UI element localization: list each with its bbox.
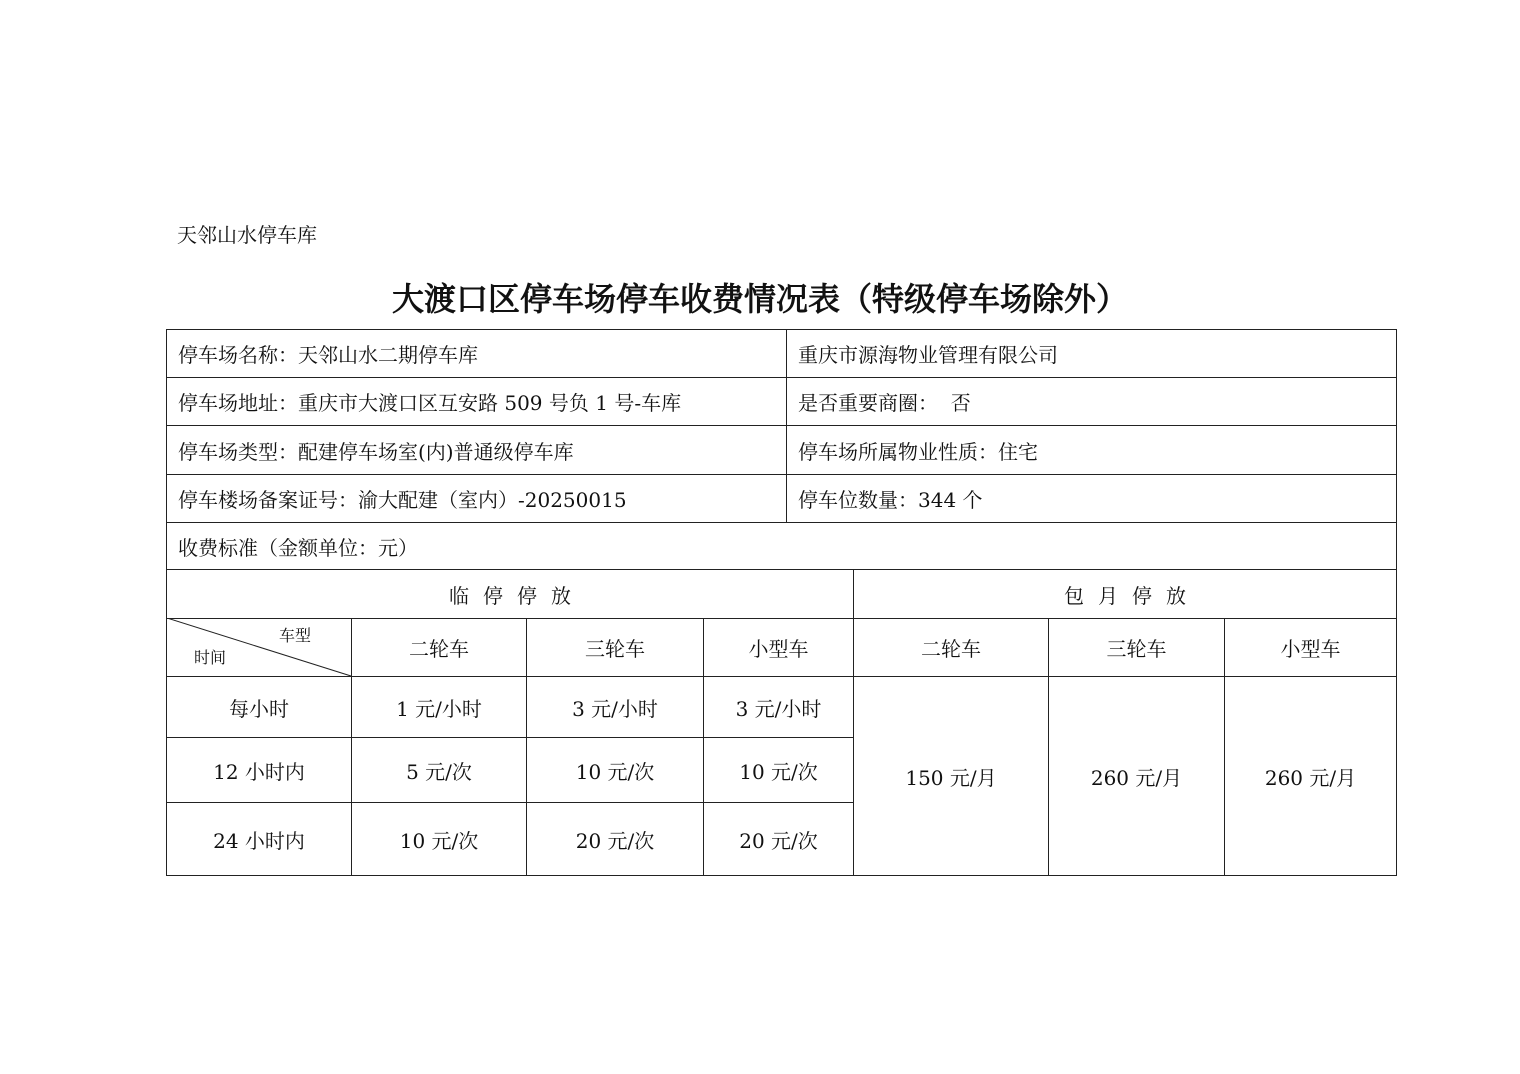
- row-hourly-two-wheel: 1 元/小时: [396, 696, 482, 721]
- row-12h-small-car: 10 元/次: [739, 759, 818, 784]
- info-business-district: 是否重要商圈： 否: [798, 391, 971, 415]
- section-monthly-parking: 包月停放: [1064, 583, 1200, 608]
- row-24h-small-car: 20 元/次: [739, 828, 818, 853]
- header-temporary-small-car: 小型车: [748, 637, 809, 661]
- section-temporary-parking: 临停停放: [449, 583, 585, 608]
- header-note: 天邻山水停车库: [177, 223, 317, 247]
- info-parking-name: 停车场名称：天邻山水二期停车库: [178, 343, 478, 367]
- row-24h-three-wheel: 20 元/次: [575, 828, 655, 853]
- fee-standard-label: 收费标准（金额单位：元）: [178, 535, 418, 560]
- info-record-number: 停车楼场备案证号：渝大配建（室内）-20250015: [178, 488, 627, 512]
- info-space-count: 停车位数量：344 个: [798, 488, 983, 512]
- info-company: 重庆市源海物业管理有限公司: [798, 343, 1058, 367]
- row-hourly-three-wheel: 3 元/小时: [572, 696, 658, 721]
- info-address: 停车场地址：重庆市大渡口区互安路 509 号负 1 号-车库: [178, 391, 682, 415]
- row-24h-time: 24 小时内: [213, 828, 305, 853]
- info-parking-type: 停车场类型：配建停车场室(内)普通级停车库: [178, 439, 574, 464]
- header-monthly-two-wheel: 二轮车: [921, 637, 981, 661]
- diag-label-vehicle-type: 车型: [279, 625, 312, 645]
- monthly-two-wheel-price: 150 元/月: [905, 765, 997, 790]
- diag-label-time: 时间: [194, 647, 227, 667]
- row-12h-two-wheel: 5 元/次: [406, 759, 472, 784]
- row-12h-three-wheel: 10 元/次: [575, 759, 655, 784]
- row-24h-two-wheel: 10 元/次: [399, 828, 479, 853]
- info-property-nature: 停车场所属物业性质：住宅: [798, 439, 1038, 464]
- row-hourly-small-car: 3 元/小时: [735, 696, 822, 721]
- monthly-three-wheel-price: 260 元/月: [1090, 765, 1183, 790]
- header-temporary-two-wheel: 二轮车: [409, 637, 469, 661]
- row-12h-time: 12 小时内: [213, 759, 305, 784]
- header-monthly-three-wheel: 三轮车: [1106, 637, 1167, 661]
- fee-table: [166, 329, 1397, 876]
- document-title: 大渡口区停车场停车收费情况表（特级停车场除外）: [391, 280, 1128, 318]
- monthly-small-car-price: 260 元/月: [1264, 765, 1357, 790]
- row-hourly-time: 每小时: [229, 696, 289, 721]
- header-temporary-three-wheel: 三轮车: [585, 637, 645, 661]
- header-monthly-small-car: 小型车: [1280, 637, 1341, 661]
